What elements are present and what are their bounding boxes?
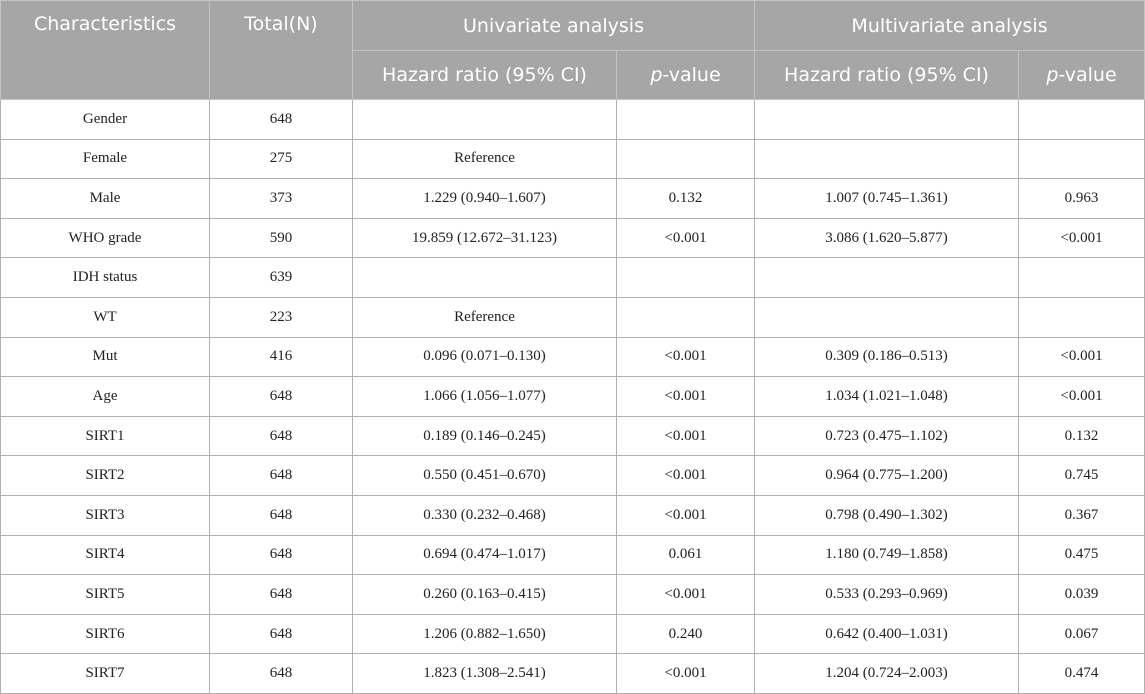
table-row bbox=[1, 495, 1145, 535]
cell-multivariate-p-value: 0.963 bbox=[1019, 179, 1145, 219]
cell-univariate-p-value: <0.001 bbox=[617, 495, 755, 535]
table-row bbox=[1, 377, 1145, 417]
cell-multivariate-p-value: 0.367 bbox=[1019, 495, 1145, 535]
table-row bbox=[1, 258, 1145, 298]
cell-characteristic: Age bbox=[1, 377, 210, 417]
cell-univariate-hazard-ratio: 1.206 (0.882–1.650) bbox=[353, 614, 617, 654]
cell-univariate-hazard-ratio bbox=[353, 258, 617, 298]
table-row bbox=[1, 575, 1145, 615]
table-row bbox=[1, 535, 1145, 575]
cell-multivariate-p-value bbox=[1019, 100, 1145, 140]
cell-multivariate-p-value: <0.001 bbox=[1019, 218, 1145, 258]
cell-univariate-p-value: <0.001 bbox=[617, 218, 755, 258]
cell-characteristic: SIRT7 bbox=[1, 654, 210, 694]
cell-total: 648 bbox=[210, 654, 353, 694]
header-univariate: Univariate analysis bbox=[353, 1, 755, 51]
cell-univariate-p-value: <0.001 bbox=[617, 575, 755, 615]
cell-total: 648 bbox=[210, 416, 353, 456]
cell-univariate-hazard-ratio: 19.859 (12.672–31.123) bbox=[353, 218, 617, 258]
header-multivariate: Multivariate analysis bbox=[755, 1, 1145, 51]
table-row bbox=[1, 654, 1145, 694]
cell-characteristic: SIRT4 bbox=[1, 535, 210, 575]
cell-multivariate-p-value: 0.474 bbox=[1019, 654, 1145, 694]
cell-multivariate-p-value bbox=[1019, 297, 1145, 337]
cell-total: 648 bbox=[210, 614, 353, 654]
table-row bbox=[1, 456, 1145, 496]
table-row bbox=[1, 416, 1145, 456]
cell-characteristic: WHO grade bbox=[1, 218, 210, 258]
cell-total: 648 bbox=[210, 377, 353, 417]
cell-univariate-hazard-ratio: 0.330 (0.232–0.468) bbox=[353, 495, 617, 535]
cell-multivariate-p-value: 0.067 bbox=[1019, 614, 1145, 654]
cell-univariate-hazard-ratio: 1.066 (1.056–1.077) bbox=[353, 377, 617, 417]
table-row bbox=[1, 179, 1145, 219]
cell-univariate-hazard-ratio: 0.096 (0.071–0.130) bbox=[353, 337, 617, 377]
p-letter: p bbox=[650, 64, 663, 86]
cell-characteristic: WT bbox=[1, 297, 210, 337]
cell-characteristic: SIRT6 bbox=[1, 614, 210, 654]
cell-multivariate-hazard-ratio: 0.533 (0.293–0.969) bbox=[755, 575, 1019, 615]
cell-multivariate-p-value: 0.132 bbox=[1019, 416, 1145, 456]
cell-characteristic: SIRT2 bbox=[1, 456, 210, 496]
cell-multivariate-hazard-ratio bbox=[755, 139, 1019, 179]
table-row bbox=[1, 100, 1145, 140]
cell-multivariate-hazard-ratio: 1.204 (0.724–2.003) bbox=[755, 654, 1019, 694]
cell-total: 275 bbox=[210, 139, 353, 179]
cell-characteristic: SIRT5 bbox=[1, 575, 210, 615]
cell-univariate-hazard-ratio: 0.260 (0.163–0.415) bbox=[353, 575, 617, 615]
header-multivariate-hazard-ratio: Hazard ratio (95% CI) bbox=[755, 51, 1019, 100]
cell-univariate-hazard-ratio: 0.694 (0.474–1.017) bbox=[353, 535, 617, 575]
header-univariate-p-value bbox=[617, 51, 755, 100]
cell-characteristic: Male bbox=[1, 179, 210, 219]
cell-multivariate-p-value bbox=[1019, 139, 1145, 179]
cell-multivariate-hazard-ratio: 0.964 (0.775–1.200) bbox=[755, 456, 1019, 496]
cell-multivariate-p-value: <0.001 bbox=[1019, 377, 1145, 417]
p-letter: p bbox=[1046, 64, 1059, 86]
cell-univariate-p-value: <0.001 bbox=[617, 456, 755, 496]
header-univariate-hazard-ratio: Hazard ratio (95% CI) bbox=[353, 51, 617, 100]
cell-total: 648 bbox=[210, 456, 353, 496]
cell-univariate-hazard-ratio: 1.229 (0.940–1.607) bbox=[353, 179, 617, 219]
cell-univariate-p-value bbox=[617, 258, 755, 298]
table-row bbox=[1, 337, 1145, 377]
cell-multivariate-hazard-ratio: 1.007 (0.745–1.361) bbox=[755, 179, 1019, 219]
header-characteristics: Characteristics bbox=[1, 1, 210, 100]
cell-multivariate-hazard-ratio bbox=[755, 297, 1019, 337]
cell-characteristic: SIRT1 bbox=[1, 416, 210, 456]
cell-characteristic: Mut bbox=[1, 337, 210, 377]
cell-multivariate-hazard-ratio: 0.309 (0.186–0.513) bbox=[755, 337, 1019, 377]
cell-univariate-p-value: <0.001 bbox=[617, 377, 755, 417]
cell-multivariate-p-value: <0.001 bbox=[1019, 337, 1145, 377]
cell-univariate-p-value bbox=[617, 297, 755, 337]
cell-multivariate-p-value: 0.745 bbox=[1019, 456, 1145, 496]
cell-total: 648 bbox=[210, 575, 353, 615]
cell-univariate-p-value: <0.001 bbox=[617, 416, 755, 456]
cell-univariate-p-value: 0.132 bbox=[617, 179, 755, 219]
cell-univariate-hazard-ratio: Reference bbox=[353, 297, 617, 337]
cell-univariate-p-value: 0.240 bbox=[617, 614, 755, 654]
header-multivariate-p-value bbox=[1019, 51, 1145, 100]
table-row bbox=[1, 297, 1145, 337]
table-row bbox=[1, 218, 1145, 258]
cell-total: 416 bbox=[210, 337, 353, 377]
p-suffix: -value bbox=[662, 64, 721, 86]
cell-univariate-p-value: 0.061 bbox=[617, 535, 755, 575]
header-total: Total(N) bbox=[210, 1, 353, 100]
cell-total: 639 bbox=[210, 258, 353, 298]
cell-multivariate-hazard-ratio: 1.034 (1.021–1.048) bbox=[755, 377, 1019, 417]
cell-univariate-p-value bbox=[617, 100, 755, 140]
cell-total: 373 bbox=[210, 179, 353, 219]
cell-multivariate-hazard-ratio: 0.798 (0.490–1.302) bbox=[755, 495, 1019, 535]
cell-multivariate-p-value: 0.039 bbox=[1019, 575, 1145, 615]
p-suffix: -value bbox=[1058, 64, 1117, 86]
table-header bbox=[1, 1, 1145, 100]
cell-total: 648 bbox=[210, 495, 353, 535]
cell-multivariate-p-value bbox=[1019, 258, 1145, 298]
cell-multivariate-hazard-ratio: 1.180 (0.749–1.858) bbox=[755, 535, 1019, 575]
cell-univariate-hazard-ratio bbox=[353, 100, 617, 140]
cell-multivariate-hazard-ratio: 0.723 (0.475–1.102) bbox=[755, 416, 1019, 456]
cell-total: 590 bbox=[210, 218, 353, 258]
cell-multivariate-hazard-ratio bbox=[755, 100, 1019, 140]
cell-univariate-hazard-ratio: 1.823 (1.308–2.541) bbox=[353, 654, 617, 694]
cell-total: 648 bbox=[210, 535, 353, 575]
cell-univariate-hazard-ratio: 0.189 (0.146–0.245) bbox=[353, 416, 617, 456]
cell-univariate-hazard-ratio: 0.550 (0.451–0.670) bbox=[353, 456, 617, 496]
cell-multivariate-p-value: 0.475 bbox=[1019, 535, 1145, 575]
table-body bbox=[1, 100, 1145, 694]
cell-univariate-hazard-ratio: Reference bbox=[353, 139, 617, 179]
cell-characteristic: SIRT3 bbox=[1, 495, 210, 535]
table-row bbox=[1, 139, 1145, 179]
cell-univariate-p-value: <0.001 bbox=[617, 654, 755, 694]
cell-total: 223 bbox=[210, 297, 353, 337]
cell-characteristic: Gender bbox=[1, 100, 210, 140]
table-row bbox=[1, 614, 1145, 654]
cell-multivariate-hazard-ratio: 3.086 (1.620–5.877) bbox=[755, 218, 1019, 258]
cell-characteristic: IDH status bbox=[1, 258, 210, 298]
cell-characteristic: Female bbox=[1, 139, 210, 179]
cell-univariate-p-value: <0.001 bbox=[617, 337, 755, 377]
cell-multivariate-hazard-ratio: 0.642 (0.400–1.031) bbox=[755, 614, 1019, 654]
cell-total: 648 bbox=[210, 100, 353, 140]
cell-multivariate-hazard-ratio bbox=[755, 258, 1019, 298]
cell-univariate-p-value bbox=[617, 139, 755, 179]
